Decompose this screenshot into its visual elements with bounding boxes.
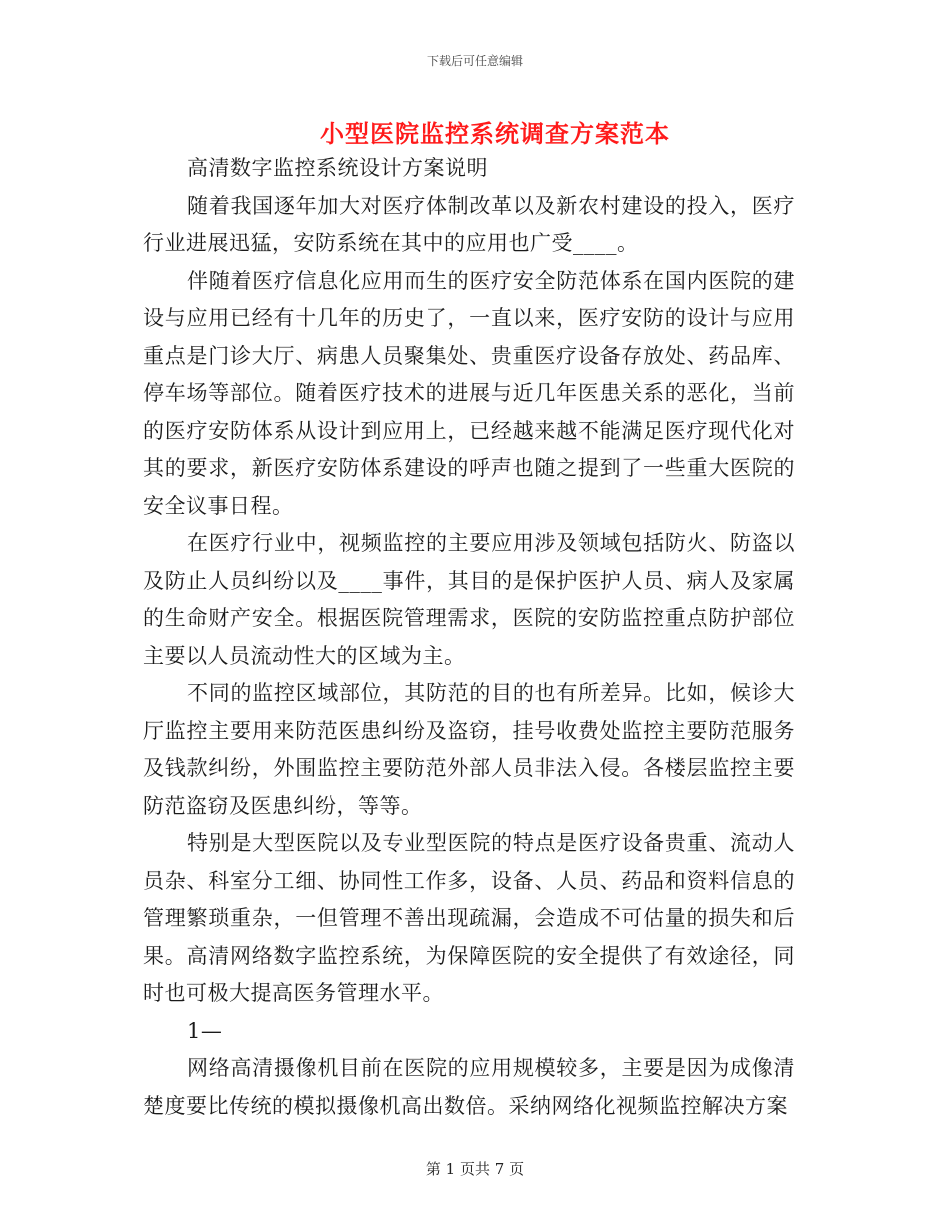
paragraph-4: 不同的监控区域部位，其防范的目的也有所差异。比如，候诊大厅监控主要用来防范医患纠纷及盗窃，挂号收费处监控主要防范服务及钱款纠纷，外围监控主要防范外部人员非法入侵。各楼层监控主要防范盗窃及医患纠纷，等等。: [143, 681, 795, 818]
paragraph-6: 网络高清摄像机目前在医院的应用规模较多，主要是因为成像清楚度要比传统的模拟摄像机高出数倍。采纳网络化视频监控解决方案: [143, 1056, 795, 1118]
paragraph-section-number: 1—: [187, 1018, 223, 1043]
paragraph-1: 随着我国逐年加大对医疗体制改革以及新农村建设的投入，医疗行业进展迅猛，安防系统在其中的应用也广受____。: [143, 193, 795, 255]
document-title: 小型医院监控系统调查方案范本: [320, 119, 670, 148]
paragraph-subtitle: 高清数字监控系统设计方案说明: [187, 156, 488, 180]
page-number: 第 1 页共 7 页: [425, 1160, 525, 1178]
paragraph-3: 在医疗行业中，视频监控的主要应用涉及领域包括防火、防盗以及防止人员纠纷以及____事件，其目的是保护医护人员、病人及家属的生命财产安全。根据医院管理需求，医院的安防监控重点防护部位主要以人员流动性大的区域为主。: [143, 531, 795, 668]
document-body: [143, 150, 795, 1125]
paragraph-5: 特别是大型医院以及专业型医院的特点是医疗设备贵重、流动人员杂、科室分工细、协同性工作多，设备、人员、药品和资料信息的管理繁琐重杂，一但管理不善出现疏漏，会造成不可估量的损失和后果。高清网络数字监控系统，为保障医院的安全提供了有效途径，同时也可极大提高医务管理水平。: [143, 831, 795, 1005]
header-note: 下载后可任意编辑: [426, 54, 523, 68]
paragraph-2: 伴随着医疗信息化应用而生的医疗安全防范体系在国内医院的建设与应用已经有十几年的历史了，一直以来，医疗安防的设计与应用重点是门诊大厅、病患人员聚集处、贵重医疗设备存放处、药品库、停车场等部位。随着医疗技术的进展与近几年医患关系的恶化，当前的医疗安防体系从设计到应用上，已经越来越不能满足医疗现代化对其的要求，新医疗安防体系建设的呼声也随之提到了一些重大医院的安全议事日程。: [143, 268, 795, 518]
